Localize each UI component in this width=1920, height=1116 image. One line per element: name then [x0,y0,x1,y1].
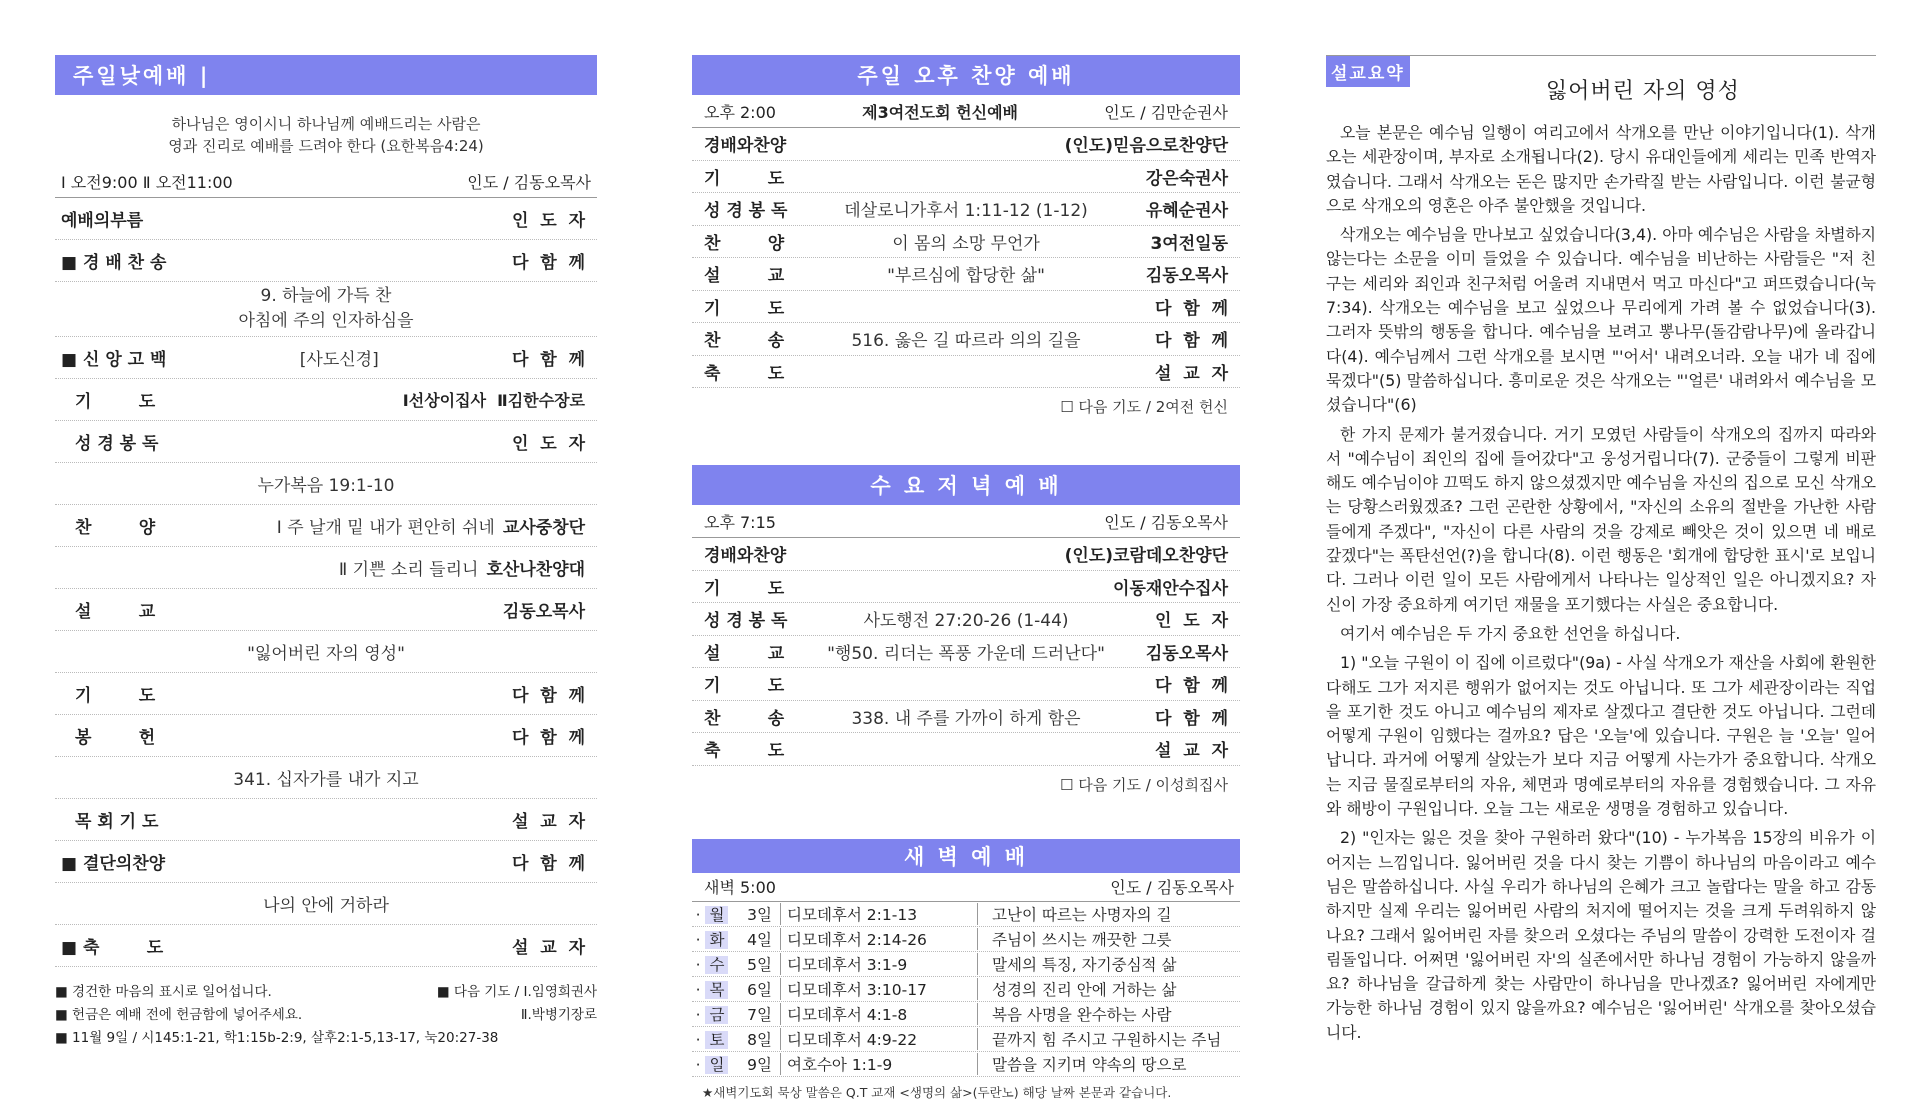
order-person: 설 교 자 [1155,363,1228,384]
dawn-day: · 일 [692,1053,732,1075]
wednesday-time-row: 오후 7:15 인도 / 김동오목사 [692,505,1240,538]
dawn-ref: 디모데후서 4:9-22 [780,1028,977,1050]
order-detail: 사도행전 27:20-26 (1-44) [863,611,1069,632]
summary-title: 잃어버린 자의 영성 [1545,79,1740,104]
sunday-time: Ⅰ 오전9:00 Ⅱ 오전11:00 [61,172,233,192]
dawn-note: ★새벽기도회 묵상 말씀은 Q.T 교재 <생명의 삶>(두란노) 해당 날짜 본문과 같습니다. [702,1084,1172,1100]
order-row: 봉 헌 다 함 께 [55,715,597,757]
order-person: 인 도 자 [1155,611,1228,632]
dawn-ref: 디모데후서 3:1-9 [780,953,977,975]
order-row [692,603,1240,636]
order-row: 찬 양 Ⅰ 주 날개 밑 내가 편안히 쉬네 교사중창단 [55,505,597,547]
dawn-row [692,927,1240,952]
dawn-row [692,1002,1240,1027]
order-person: 설 교 자 [1155,741,1228,762]
dawn-date: 8일 [747,1030,772,1049]
day-badge: 월 [705,906,728,924]
dawn-row [692,977,1240,1002]
order-label: 기 도 [704,168,785,189]
hymn-title: 나의 안에 거하라 [55,883,597,925]
order-person: 김동오목사 [1145,266,1228,287]
order-row: 예배의부름 인 도 자 [55,198,597,240]
order-row: 목 회 기 도 설 교 자 [55,799,597,841]
dawn-title: 말세의 특징, 자기중심적 삶 [977,953,1240,975]
order-detail: 338. 내 주를 가까이 하게 함은 [851,708,1081,729]
order-person: (인도)믿음으로찬양단 [1064,136,1228,157]
order-row [692,636,1240,669]
order-label: 찬 송 [704,331,785,352]
order-label: 성 경 봉 독 [704,611,788,632]
order-detail: 데살로니가후서 1:11-12 (1-12) [844,201,1088,222]
summary-paragraph: 오늘 본문은 예수님 일행이 여리고에서 삭개오를 만난 이야기입니다(1). 삭개오는 세관장이며, 부자로 소개됩니다(2). 당시 유대인들에게 세리는 민족 반역자였습니다. 그래서 삭개오는 돈은 많지만 손가락질 받는 사람입니다. 이런 불균형으로 삭개오의 영혼은 아주 불안했을 것입니다. [1326,123,1876,215]
order-person: 다 함 께 [1155,298,1228,319]
order-person: 다 함 께 [1155,708,1228,729]
order-label: 축 도 [704,741,785,762]
dawn-ref: 여호수아 1:1-9 [780,1053,977,1075]
order-row: ■ 경 배 찬 송 다 함 께 [55,240,597,282]
dawn-row [692,1027,1240,1052]
order-row: 기 도 다 함 께 [55,673,597,715]
afternoon-title: 주일 오후 찬양 예배 [692,55,1240,95]
order-row [692,226,1240,259]
wednesday-title: 수 요 저 녁 예 배 [692,465,1240,505]
dawn-title: 말씀을 지키며 약속의 땅으로 [977,1053,1240,1075]
order-label: 경배와찬양 [704,546,787,567]
order-row: ■ 축 도 설 교 자 [55,925,597,967]
afternoon-next: ☐ 다음 기도 / 2여전 헌신 [1060,398,1228,416]
dawn-day: · 수 [692,953,732,975]
sermon-summary [1326,55,1876,1050]
order-person: 김동오목사 [1145,643,1228,664]
summary-paragraph: 한 가지 문제가 불거졌습니다. 거기 모였던 사람들이 삭개오의 집까지 따라와서 "예수님이 죄인의 집에 들어갔다"고 웅성거립니다(7). 군중들이 그렇게 비판해도 예수님이야 끄떡도 하지 않으셨겠지만 예수님을 자신의 집으로 모신 삭개오는 당황스러웠겠죠? 그런 곤란한 상황에서, "자신의 소유의 절반을 가난한 사람들에게 주겠다", "자신이 다른 사람의 것을 강제로 빼앗은 것이 있으면 네 배로 갚겠다"는 폭탄선언(?)을 합니다(8). 이런 행동은 '회개에 합당한 표시'로 보입니다. 그러나 이런 일이 모든 사람에게서 나타나는 일상적인 일은 아니겠지요? 자신이 가장 중요하게 여기던 재물을 포기했다는 사실은 중요합니다. [1326,424,1876,614]
summary-paragraph: 여기서 예수님은 두 가지 중요한 선언을 하십니다. [1340,623,1681,643]
order-label: 찬 송 [704,708,785,729]
order-label: 설 교 [704,643,785,664]
hymn-title: 341. 십자가를 내가 지고 [55,757,597,799]
order-label: 경배와찬양 [704,136,787,157]
order-row [692,668,1240,701]
sunday-title: 주일낮예배 | [55,55,597,95]
dawn-title: 끝까지 힘 주시고 구원하시는 주님 [977,1028,1240,1050]
order-row: 성 경 봉 독 인 도 자 [55,421,597,463]
order-row: 설 교 김동오목사 [55,589,597,631]
order-row [692,161,1240,194]
order-label: 기 도 [704,298,785,319]
order-row [692,193,1240,226]
order-row: ■ 결단의찬양 다 함 께 [55,841,597,883]
hymn-title: 9. 하늘에 가득 찬 아침에 주의 인자하심을 [55,282,597,337]
order-row [692,701,1240,734]
dawn-row [692,1052,1240,1077]
afternoon-time-row: 오후 2:00 제3여전도회 헌신예배 인도 / 김만순권사 [692,95,1240,128]
order-row [692,538,1240,571]
order-detail: "부르심에 합당한 삶" [887,266,1045,287]
dawn-row [692,902,1240,927]
dawn-title: 주님이 쓰시는 깨끗한 그릇 [977,928,1240,950]
order-person: 3여전일동 [1150,233,1228,254]
dawn-day: · 토 [692,1028,732,1050]
day-badge: 일 [705,1056,728,1074]
order-label: 성 경 봉 독 [704,201,788,222]
dawn-date: 3일 [747,905,772,924]
order-person: 강은숙권사 [1145,168,1228,189]
summary-header [1326,55,1876,105]
weekly-services [692,55,1240,1101]
sunday-notes: ■ 경건한 마음의 표시로 일어섭니다. ■ 다음 기도 / Ⅰ.임영희권사 ■ 헌금은 예배 전에 헌금함에 넣어주세요. Ⅱ.박병기장로 ■ 11월 9일 / 시145:1-21, 학1:15b-2:9, 살후2:1-5,13-17, 눅20:27-38 [55,984,597,1046]
summary-paragraph: 1) "오늘 구원이 이 집에 이르렀다"(9a) - 사실 삭개오가 재산을 사회에 환원한다해도 그가 저지른 행위가 없어지는 것도 아닙니다. 또 그가 세관장이라는 직업을 포기한 것도 아니고 예수님의 제자로 살겠다고 결단한 것도 아닙니다. 그런데 어떻게 구원이 임했다는 걸까요? 답은 '오늘'에 있습니다. 구원은 늘 '오늘' 일어납니다. 과거에 어떻게 살았는가 보다 지금 어떻게 사는가가 중요합니다. 삭개오는 지금 물질로부터의 자유, 체면과 명예로부터의 자유를 경험했습니다. 그 자유와 해방이 구원입니다. 오늘 그는 새로운 생명을 경험하고 있습니다. [1326,653,1876,819]
dawn-date: 7일 [747,1005,772,1024]
order-row [692,291,1240,324]
sunday-service [55,55,597,1050]
dawn-time-row: 새벽 5:00 인도 / 김동오목사 [692,873,1240,902]
dawn-day: · 목 [692,978,732,1000]
dawn-ref: 디모데후서 3:10-17 [780,978,977,1000]
order-row: 기 도 Ⅰ선상이집사 Ⅱ김한수장로 [55,379,597,421]
dawn-day: · 화 [692,928,732,950]
dawn-title: 새 벽 예 배 [692,839,1240,873]
day-badge: 토 [705,1031,728,1049]
dawn-date: 4일 [747,930,772,949]
order-detail: "행50. 리더는 폭풍 가운데 드러난다" [827,643,1105,664]
dawn-title: 복음 사명을 완수하는 사람 [977,1003,1240,1025]
summary-tag: 설교요약 [1326,56,1410,87]
order-row [692,733,1240,766]
order-detail: 이 몸의 소망 무언가 [892,233,1040,254]
dawn-day: · 월 [692,903,732,925]
dawn-ref: 디모데후서 4:1-8 [780,1003,977,1025]
order-row [692,128,1240,161]
scripture-title: 누가복음 19:1-10 [55,463,597,505]
dawn-schedule [692,902,1240,1077]
dawn-date: 6일 [747,980,772,999]
sunday-verse: 하나님은 영이시니 하나님께 예배드리는 사람은 영과 진리로 예배를 드려야 한다 (요한복음4:24) [168,115,484,155]
order-label: 설 교 [704,266,785,287]
dawn-date: 9일 [747,1055,772,1074]
order-row [692,356,1240,389]
dawn-day: · 금 [692,1003,732,1025]
day-badge: 목 [705,981,728,999]
order-row [692,258,1240,291]
order-label: 찬 양 [704,233,785,254]
order-detail: 516. 옳은 길 따르라 의의 길을 [851,331,1081,352]
dawn-row [692,952,1240,977]
wednesday-next: ☐ 다음 기도 / 이성희집사 [1060,775,1228,794]
order-person: 유혜순권사 [1145,201,1228,222]
dawn-ref: 디모데후서 2:1-13 [780,903,977,925]
summary-paragraph: 2) "인자는 잃은 것을 찾아 구원하러 왔다"(10) - 누가복음 15장의 비유가 이어지는 느낌입니다. 잃어버린 것을 다시 찾는 기쁨이 하나님의 마음이라고 예수님은 말씀하십니다. 사실 우리가 하나님의 은혜가 크고 놀랍다는 말을 하고 감동하지만 실제 우리는 잃어버린 사람의 처지에 떨어지는 것을 크게 두려워하지 않나요? 그래서 잃어버린 자를 찾으러 오셨다는 주님의 말씀이 강력한 도전이자 걸림돌입니다. 어쩌면 '잃어버린 자'의 실존에서만 하나님 경험이 가능하지 않을까요? 하나님을 갈급하게 찾는 사람만이 하나님을 만나겠죠? 잃어버린 자에게만 가능한 하나님 경험이 있지 않을까요? 예수님은 '잃어버린' 삭개오를 찾아오셨습니다. [1326,828,1876,1042]
day-badge: 수 [705,956,728,974]
order-person: 다 함 께 [1155,676,1228,697]
wednesday-order [692,538,1240,766]
day-badge: 화 [705,931,728,949]
order-label: 축 도 [704,363,785,384]
order-label: 기 도 [704,676,785,697]
order-row [692,323,1240,356]
sunday-time-row [55,165,597,198]
summary-paragraph: 삭개오는 예수님을 만나보고 싶었습니다(3,4). 아마 예수님은 사람을 차별하지 않는다는 소문을 이미 들었을 수 있습니다. 예수님을 비난하는 사람들은 "저 친구는 세리와 죄인과 친구처럼 어울려 지내면서 먹고 마신다"고 퍼뜨렸습니다(눅7:34). 삭개오는 예수님을 보고 싶었으나 무리에게 가려 볼 수 없었습니다(3). 그러자 뜻밖의 행동을 합니다. 예수님을 보려고 뽕나무(돌감람나무)에 올라갑니다(4). 예수님께서 그런 삭개오를 보시면 "'어서' 내려오너라. 오늘 내가 네 집에 묵겠다"(5) 말씀하십니다. 흥미로운 것은 삭개오는 "'얼른' 내려와서 예수님을 모셨습니다"(6) [1326,225,1876,415]
dawn-ref: 디모데후서 2:14-26 [780,928,977,950]
order-row [692,571,1240,604]
order-row: ■ 신 앙 고 백 [사도신경] 다 함 께 [55,337,597,379]
dawn-date: 5일 [747,955,772,974]
dawn-title: 성경의 진리 안에 거하는 삶 [977,978,1240,1000]
sermon-title: "잃어버린 자의 영성" [55,631,597,673]
dawn-title: 고난이 따르는 사명자의 길 [977,903,1240,925]
order-person: 이동재안수집사 [1113,578,1228,599]
summary-body [1326,121,1876,1045]
order-row: Ⅱ 기쁜 소리 들리니 호산나찬양대 [55,547,597,589]
afternoon-order [692,128,1240,388]
order-person: 다 함 께 [1155,331,1228,352]
order-person: (인도)코람데오찬양단 [1064,546,1228,567]
order-label: 기 도 [704,578,785,599]
sunday-leader: 인도 / 김동오목사 [467,172,591,192]
day-badge: 금 [705,1006,728,1024]
